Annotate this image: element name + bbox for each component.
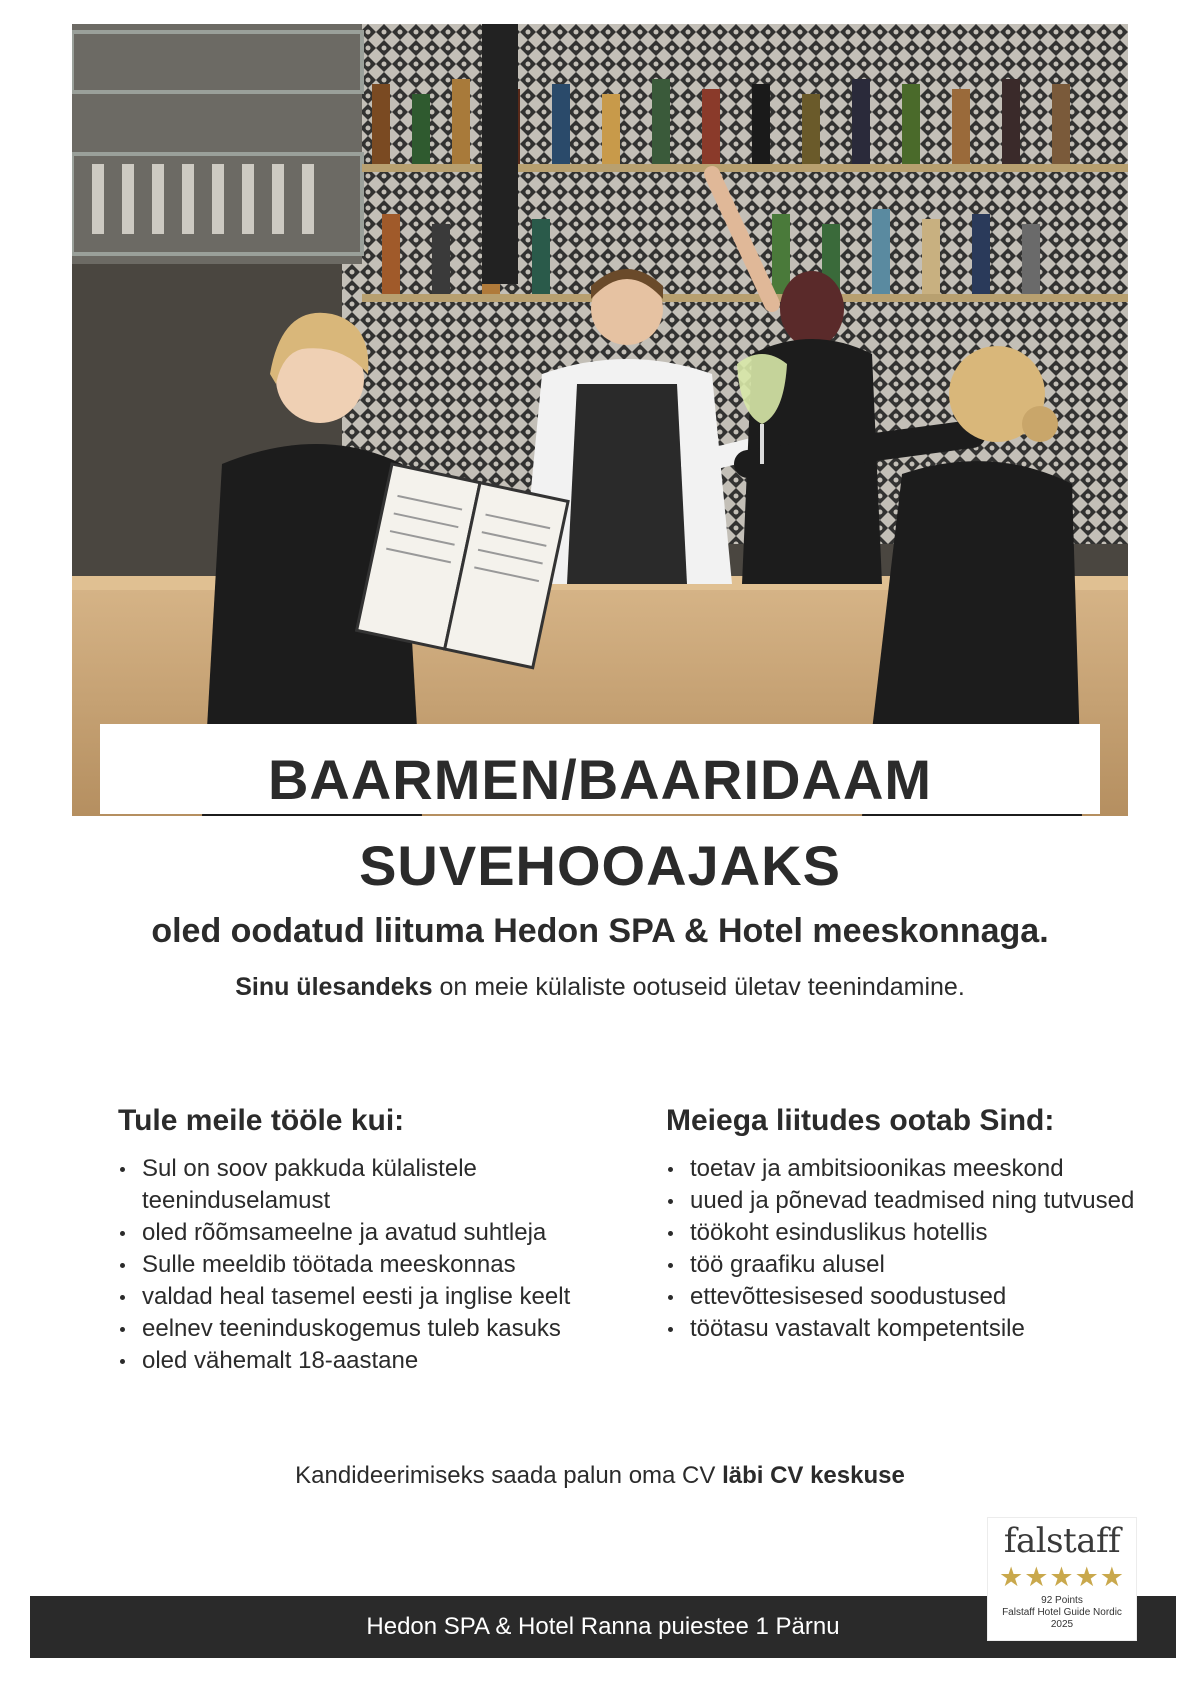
benefits-list xyxy=(666,1153,1156,1345)
list-item: töötasu vastavalt kompetentsile xyxy=(690,1313,1156,1345)
bar-staff-photo xyxy=(72,24,1128,816)
badge-year: 2025 xyxy=(1050,1619,1074,1630)
subtitle: oled oodatud liituma Hedon SPA & Hotel meeskonnaga. xyxy=(151,912,1049,950)
page-title-line-2: SUVEHOOAJAKS xyxy=(359,834,841,897)
list-item: valdad heal tasemel eesti ja inglise keelt xyxy=(142,1281,608,1313)
apply-instructions xyxy=(0,1464,1200,1488)
list-item: eelnev teeninduskogemus tuleb kasuks xyxy=(142,1313,608,1345)
list-item: oled rõõmsameelne ja avatud suhtleja xyxy=(142,1217,608,1249)
falstaff-logo: falstaff xyxy=(1003,1521,1121,1561)
list-item: töö graafiku alusel xyxy=(690,1249,1156,1281)
list-item: töökoht esinduslikus hotellis xyxy=(690,1217,1156,1249)
list-item: Sul on soov pakkuda külalistele teeninduselamust xyxy=(142,1153,608,1217)
lead-rest: on meie külaliste ootuseid ületav teenindamine. xyxy=(432,973,965,1001)
list-item: uued ja põnevad teadmised ning tutvused xyxy=(690,1185,1156,1217)
list-item: Sulle meeldib töötada meeskonnas xyxy=(142,1249,608,1281)
list-item: ettevõttesisesed soodustused xyxy=(690,1281,1156,1313)
falstaff-badge xyxy=(988,1518,1136,1640)
page-title-line-1: BAARMEN/BAARIDAAM xyxy=(267,748,933,811)
footer-address: Hedon SPA & Hotel Ranna puiestee 1 Pärnu xyxy=(366,1613,840,1640)
apply-text: Kandideerimiseks saada palun oma CV xyxy=(295,1462,723,1489)
badge-points: 92 Points xyxy=(1041,1595,1083,1606)
five-stars-icon: ★★★★★ xyxy=(998,1562,1126,1592)
list-item: oled vähemalt 18-aastane xyxy=(142,1345,608,1377)
lead-text xyxy=(0,975,1200,1000)
lead-bold: Sinu ülesandeks xyxy=(235,973,433,1001)
requirements-column xyxy=(118,1104,608,1377)
requirements-list xyxy=(118,1153,608,1377)
requirements-heading: Tule meile tööle kui: xyxy=(118,1104,405,1137)
cv-keskus-link[interactable]: läbi CV keskuse xyxy=(722,1462,905,1489)
benefits-column xyxy=(666,1104,1156,1345)
badge-guide: Falstaff Hotel Guide Nordic xyxy=(1002,1607,1122,1618)
list-item: toetav ja ambitsioonikas meeskond xyxy=(690,1153,1156,1185)
bar-illustration xyxy=(72,24,1128,816)
benefits-heading: Meiega liitudes ootab Sind: xyxy=(666,1104,1055,1137)
